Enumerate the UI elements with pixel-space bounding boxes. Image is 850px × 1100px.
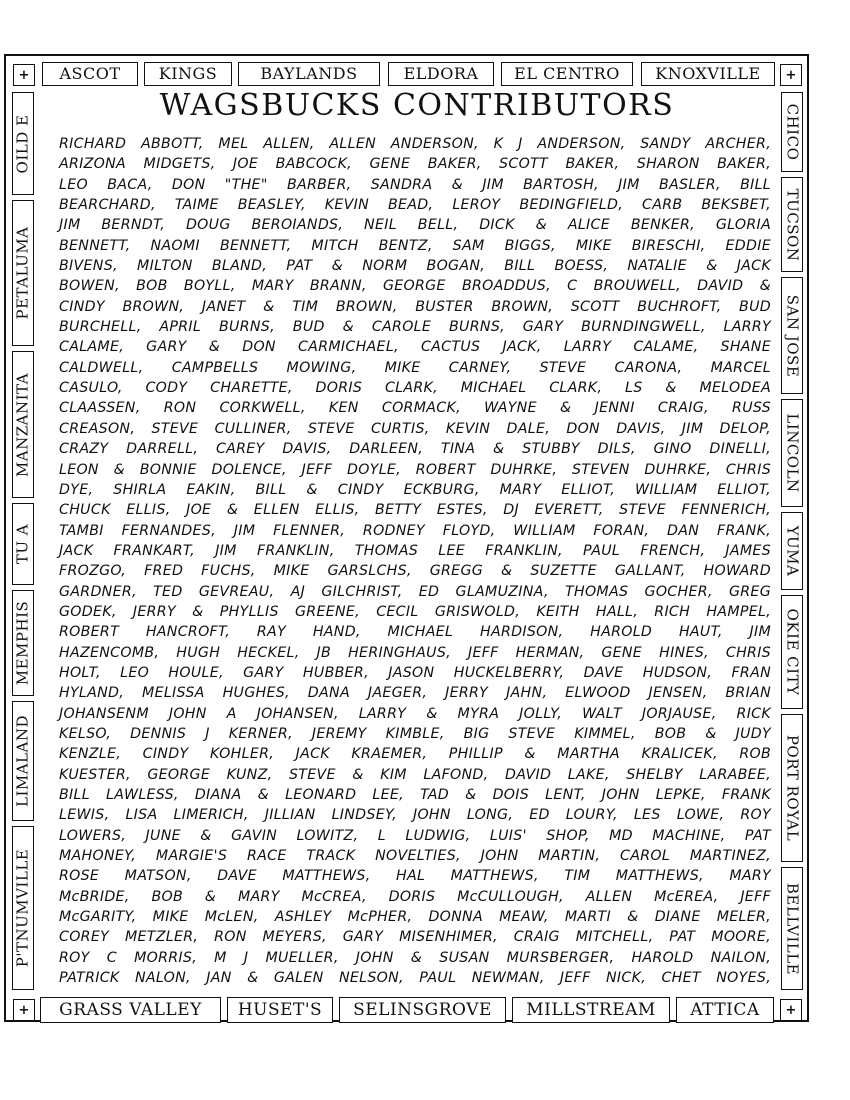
contributor-line: CINDY BROWN, JANET & TIM BROWN, BUSTER BROWN, SCOTT BUCHROFT, BUD bbox=[59, 298, 771, 315]
top-track-eldora: ELDORA bbox=[388, 62, 494, 86]
right-track-port-royal-label: PORT ROYAL bbox=[783, 734, 802, 842]
contributor-line: JIM BERNDT, DOUG BEROIANDS, NEIL BELL, DICK & ALICE BENKER, GLORIA bbox=[59, 217, 771, 234]
contributor-line: ROBERT HANCROFT, RAY HAND, MICHAEL HARDISON, HAROLD HAUT, JIM bbox=[59, 624, 771, 641]
right-track-port-royal bbox=[781, 714, 803, 862]
contributor-line: ARIZONA MIDGETS, JOE BABCOCK, GENE BAKER, SCOTT BAKER, SHARON BAKER, bbox=[59, 156, 771, 173]
bottom-track-grass-valley: GRASS VALLEY bbox=[40, 997, 221, 1023]
contributor-line: HYLAND, MELISSA HUGHES, DANA JAEGER, JERRY JAHN, ELWOOD JENSEN, BRIAN bbox=[59, 685, 771, 702]
contributor-line: FROZGO, FRED FUCHS, MIKE GARSLCHS, GREGG & SUZETTE GALLANT, HOWARD bbox=[59, 563, 771, 580]
right-track-yuma bbox=[781, 512, 803, 590]
contributor-line: BURCHELL, APRIL BURNS, BUD & CAROLE BURNS, GARY BURNDINGWELL, LARRY bbox=[59, 319, 771, 336]
contributor-line: McBRIDE, BOB & MARY McCREA, DORIS McCULLOUGH, ALLEN McEREA, JEFF bbox=[59, 888, 771, 905]
contributor-line: CREASON, STEVE CULLINER, STEVE CURTIS, KEVIN DALE, DON DAVIS, JIM DELOP, bbox=[59, 420, 771, 437]
left-track-ptnumville-label: P'TNUMVILLE bbox=[13, 848, 32, 968]
contributor-line: GARDNER, TED GEVREAU, AJ GILCHRIST, ED GLAMUZINA, THOMAS GOCHER, GREG bbox=[59, 583, 771, 600]
right-track-tucson bbox=[781, 177, 803, 272]
left-track-tulsa bbox=[12, 503, 34, 585]
contributor-line: BOWEN, BOB BOYLL, MARY BRANN, GEORGE BROADDUS, C BROUWELL, DAVID & bbox=[59, 278, 771, 295]
right-track-chico bbox=[781, 92, 803, 172]
left-track-oildale bbox=[12, 92, 34, 195]
left-track-tulsa-label: TU A bbox=[13, 523, 32, 565]
contributor-line: BILL LAWLESS, DIANA & LEONARD LEE, TAD & DOIS LENT, JOHN LEPKE, FRANK bbox=[59, 787, 771, 803]
contributor-line: BENNETT, NAOMI BENNETT, MITCH BENTZ, SAM BIGGS, MIKE BIRESCHI, EDDIE bbox=[59, 237, 771, 254]
contributor-line: BEARCHARD, TAIME BEASLEY, KEVIN BEAD, LEROY BEDINGFIELD, CARB BEKSBET, bbox=[59, 197, 771, 214]
contributor-line: CLAASSEN, RON CORKWELL, KEN CORMACK, WAYNE & JENNI CRAIG, RUSS bbox=[59, 400, 771, 417]
right-track-chico-label: CHICO bbox=[783, 103, 802, 161]
page-title: WAGSBUCKS CONTRIBUTORS bbox=[159, 88, 675, 123]
contributor-line: COREY METZLER, RON MEYERS, GARY MISENHIMER, CRAIG MITCHELL, PAT MOORE, bbox=[59, 929, 771, 946]
bottom-track-husets: HUSET'S bbox=[227, 997, 333, 1023]
contributor-line: RICHARD ABBOTT, MEL ALLEN, ALLEN ANDERSON, K J ANDERSON, SANDY ARCHER, bbox=[59, 136, 771, 152]
top-track-baylands: BAYLANDS bbox=[238, 62, 380, 86]
contributor-line: LEO BACA, DON "THE" BARBER, SANDRA & JIM BARTOSH, JIM BASLER, BILL bbox=[59, 176, 771, 193]
bottom-track-millstream: MILLSTREAM bbox=[512, 997, 670, 1023]
contributor-line: DYE, SHIRLA EAKIN, BILL & CINDY ECKBURG, MARY ELLIOT, WILLIAM ELLIOT, bbox=[59, 481, 771, 498]
left-track-petaluma bbox=[12, 200, 34, 346]
contributor-line: CALAME, GARY & DON CARMICHAEL, CACTUS JACK, LARRY CALAME, SHANE bbox=[59, 339, 771, 356]
contributor-line: ROSE MATSON, DAVE MATTHEWS, HAL MATTHEWS, TIM MATTHEWS, MARY bbox=[59, 868, 771, 885]
contributor-line: TAMBI FERNANDES, JIM FLENNER, RODNEY FLOYD, WILLIAM FORAN, DAN FRANK, bbox=[59, 522, 771, 539]
contributor-line: KELSO, DENNIS J KERNER, JEREMY KIMBLE, BIG STEVE KIMMEL, BOB & JUDY bbox=[59, 725, 771, 742]
contributor-line: CALDWELL, CAMPBELLS MOWING, MIKE CARNEY, STEVE CARONA, MARCEL bbox=[59, 359, 771, 376]
left-track-ptnumville bbox=[12, 826, 34, 990]
left-track-memphis-label: MEMPHIS bbox=[13, 600, 32, 686]
contributor-line: LEWIS, LISA LIMERICH, JILLIAN LINDSEY, JOHN LONG, ED LOURY, LES LOWE, ROY bbox=[59, 807, 771, 824]
corner-bottom-left: + bbox=[13, 999, 35, 1021]
contributor-line: CRAZY DARRELL, CAREY DAVIS, DARLEEN, TINA & STUBBY DILS, GINO DINELLI, bbox=[59, 441, 771, 458]
right-track-san-jose-label: SAN JOSE bbox=[783, 294, 802, 377]
contributor-line: PATRICK NALON, JAN & GALEN NELSON, PAUL NEWMAN, JEFF NICK, CHET NOYES, bbox=[59, 970, 771, 987]
contributor-line: McGARITY, MIKE McLEN, ASHLEY McPHER, DONNA MEAW, MARTI & DIANE MELER, bbox=[59, 909, 771, 926]
contributor-line: JOHANSENM JOHN A JOHANSEN, LARRY & MYRA JOLLY, WALT JORJAUSE, RICK bbox=[59, 705, 771, 722]
left-track-oildale-label: OILD E bbox=[13, 114, 32, 173]
contributor-line: CHUCK ELLIS, JOE & ELLEN ELLIS, BETTY ESTES, DJ EVERETT, STEVE FENNERICH, bbox=[59, 502, 771, 519]
right-track-tucson-label: TUCSON bbox=[783, 188, 802, 261]
left-track-petaluma-label: PETALUMA bbox=[13, 226, 32, 320]
right-track-okie-city bbox=[781, 595, 803, 709]
left-track-memphis bbox=[12, 590, 34, 696]
right-track-san-jose bbox=[781, 277, 803, 394]
right-track-yuma-label: YUMA bbox=[783, 525, 802, 577]
right-track-bellville bbox=[781, 867, 803, 990]
top-track-ascot: ASCOT bbox=[42, 62, 138, 86]
bottom-track-selinsgrove: SELINSGROVE bbox=[339, 997, 506, 1023]
bottom-track-attica: ATTICA bbox=[676, 997, 774, 1023]
top-track-el-centro: EL CENTRO bbox=[501, 62, 633, 86]
left-track-manzanita bbox=[12, 351, 34, 498]
left-track-manzanita-label: MANZANITA bbox=[13, 372, 32, 477]
contributor-line: KUESTER, GEORGE KUNZ, STEVE & KIM LAFOND, DAVID LAKE, SHELBY LARABEE, bbox=[59, 766, 771, 783]
contributor-line: ROY C MORRIS, M J MUELLER, JOHN & SUSAN MURSBERGER, HAROLD NAILON, bbox=[59, 949, 771, 966]
contributor-line: KENZLE, CINDY KOHLER, JACK KRAEMER, PHILLIP & MARTHA KRALICEK, ROB bbox=[59, 746, 771, 763]
contributor-line: BIVENS, MILTON BLAND, PAT & NORM BOGAN, BILL BOESS, NATALIE & JACK bbox=[59, 258, 771, 275]
right-track-lincoln-label: LINCOLN bbox=[783, 413, 802, 493]
contributor-line: LEON & BONNIE DOLENCE, JEFF DOYLE, ROBERT DUHRKE, STEVEN DUHRKE, CHRIS bbox=[59, 461, 771, 478]
corner-top-left: + bbox=[13, 64, 35, 86]
right-track-okie-city-label: OKIE CITY bbox=[783, 608, 802, 696]
left-track-limaland-label: LIMALAND bbox=[13, 714, 32, 808]
left-track-limaland bbox=[12, 701, 34, 821]
corner-top-right: + bbox=[780, 64, 802, 86]
contributor-list bbox=[59, 134, 771, 988]
contributor-line: HAZENCOMB, HUGH HECKEL, JB HERINGHAUS, JEFF HERMAN, GENE HINES, CHRIS bbox=[59, 644, 771, 661]
contributor-line: MAHONEY, MARGIE'S RACE TRACK NOVELTIES, JOHN MARTIN, CAROL MARTINEZ, bbox=[59, 848, 771, 865]
right-track-bellville-label: BELLVILLE bbox=[783, 882, 802, 975]
top-track-kings: KINGS bbox=[144, 62, 232, 86]
contributor-line: GODEK, JERRY & PHYLLIS GREENE, CECIL GRISWOLD, KEITH HALL, RICH HAMPEL, bbox=[59, 603, 771, 620]
contributor-line: CASULO, CODY CHARETTE, DORIS CLARK, MICHAEL CLARK, LS & MELODEA bbox=[59, 380, 771, 397]
contributor-line: LOWERS, JUNE & GAVIN LOWITZ, L LUDWIG, LUIS' SHOP, MD MACHINE, PAT bbox=[59, 827, 771, 844]
right-track-lincoln bbox=[781, 399, 803, 507]
contributor-line: HOLT, LEO HOULE, GARY HUBBER, JASON HUCKELBERRY, DAVE HUDSON, FRAN bbox=[59, 664, 771, 681]
contributor-line: JACK FRANKART, JIM FRANKLIN, THOMAS LEE FRANKLIN, PAUL FRENCH, JAMES bbox=[59, 542, 771, 559]
top-track-knoxville: KNOXVILLE bbox=[641, 62, 775, 86]
corner-bottom-right: + bbox=[780, 999, 802, 1021]
